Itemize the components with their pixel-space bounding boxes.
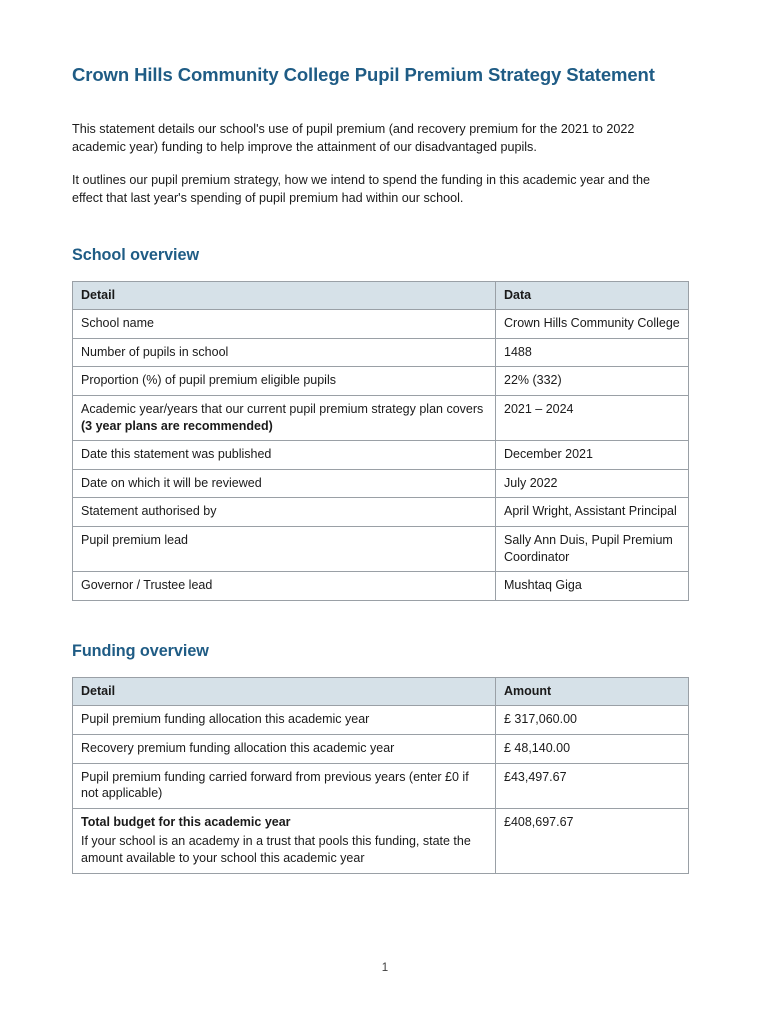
cell-detail: Date this statement was published bbox=[73, 441, 496, 470]
table-header-row bbox=[73, 677, 689, 706]
column-header-detail: Detail bbox=[73, 281, 496, 310]
cell-data: 22% (332) bbox=[496, 367, 689, 396]
cell-data: Crown Hills Community College bbox=[496, 310, 689, 339]
table-row bbox=[73, 367, 689, 396]
cell-detail bbox=[73, 396, 496, 441]
cell-detail: Recovery premium funding allocation this academic year bbox=[73, 734, 496, 763]
column-header-detail: Detail bbox=[73, 677, 496, 706]
table-row bbox=[73, 338, 689, 367]
cell-data: 2021 – 2024 bbox=[496, 396, 689, 441]
spacer bbox=[72, 266, 688, 281]
cell-detail-title: Total budget for this academic year bbox=[81, 814, 291, 829]
page-title: Crown Hills Community College Pupil Premium Strategy Statement bbox=[72, 64, 655, 85]
column-header-data: Data bbox=[496, 281, 689, 310]
funding-overview-table bbox=[72, 677, 689, 874]
page-number: 1 bbox=[381, 962, 389, 974]
table-row bbox=[73, 396, 689, 441]
cell-detail: Date on which it will be reviewed bbox=[73, 469, 496, 498]
table-row bbox=[73, 498, 689, 527]
spacer bbox=[72, 87, 688, 120]
intro-paragraph-2: It outlines our pupil premium strategy, how we intend to spend the funding in this academic year and the effect that last year's spending of pupil premium had within our school. bbox=[72, 172, 651, 206]
cell-amount: £408,697.67 bbox=[496, 808, 689, 873]
cell-detail: Pupil premium funding carried forward from previous years (enter £0 if not applicable) bbox=[73, 763, 496, 808]
spacer bbox=[72, 662, 688, 677]
cell-data: 1488 bbox=[496, 338, 689, 367]
cell-detail: Statement authorised by bbox=[73, 498, 496, 527]
cell-detail: Number of pupils in school bbox=[73, 338, 496, 367]
cell-data: April Wright, Assistant Principal bbox=[496, 498, 689, 527]
cell-amount: £ 48,140.00 bbox=[496, 734, 689, 763]
cell-data: December 2021 bbox=[496, 441, 689, 470]
table-row bbox=[73, 310, 689, 339]
spacer bbox=[72, 208, 688, 244]
table-row bbox=[73, 734, 689, 763]
table-header-row bbox=[73, 281, 689, 310]
table-row bbox=[73, 441, 689, 470]
cell-detail: Pupil premium lead bbox=[73, 526, 496, 571]
cell-detail: Proportion (%) of pupil premium eligible pupils bbox=[73, 367, 496, 396]
section-heading-school-overview: School overview bbox=[72, 245, 199, 264]
intro-paragraph-1: This statement details our school's use of pupil premium (and recovery premium for the 2021 to 2022 academic year) funding to help improve the attainment of our disadvantaged pupils. bbox=[72, 122, 635, 155]
cell-detail bbox=[73, 808, 496, 873]
cell-detail: School name bbox=[73, 310, 496, 339]
section-heading-funding-overview: Funding overview bbox=[72, 641, 209, 660]
cell-detail: Pupil premium funding allocation this academic year bbox=[73, 706, 496, 735]
cell-amount: £ 317,060.00 bbox=[496, 706, 689, 735]
cell-detail-subtext: If your school is an academy in a trust that pools this funding, state the amount available to your school this academic year bbox=[81, 834, 471, 865]
table-row bbox=[73, 572, 689, 601]
cell-data: July 2022 bbox=[496, 469, 689, 498]
cell-data: Mushtaq Giga bbox=[496, 572, 689, 601]
school-overview-table bbox=[72, 281, 689, 601]
table-row bbox=[73, 469, 689, 498]
cell-amount: £43,497.67 bbox=[496, 763, 689, 808]
cell-detail: Governor / Trustee lead bbox=[73, 572, 496, 601]
cell-detail-emphasis: (3 year plans are recommended) bbox=[81, 418, 273, 433]
column-header-amount: Amount bbox=[496, 677, 689, 706]
cell-data: Sally Ann Duis, Pupil Premium Coordinator bbox=[496, 526, 689, 571]
spacer bbox=[72, 601, 688, 640]
spacer bbox=[72, 157, 688, 171]
table-row bbox=[73, 763, 689, 808]
cell-detail-text: Academic year/years that our current pupil premium strategy plan covers bbox=[81, 402, 484, 416]
document-content bbox=[72, 62, 688, 874]
table-row bbox=[73, 526, 689, 571]
table-row bbox=[73, 808, 689, 873]
table-row bbox=[73, 706, 689, 735]
